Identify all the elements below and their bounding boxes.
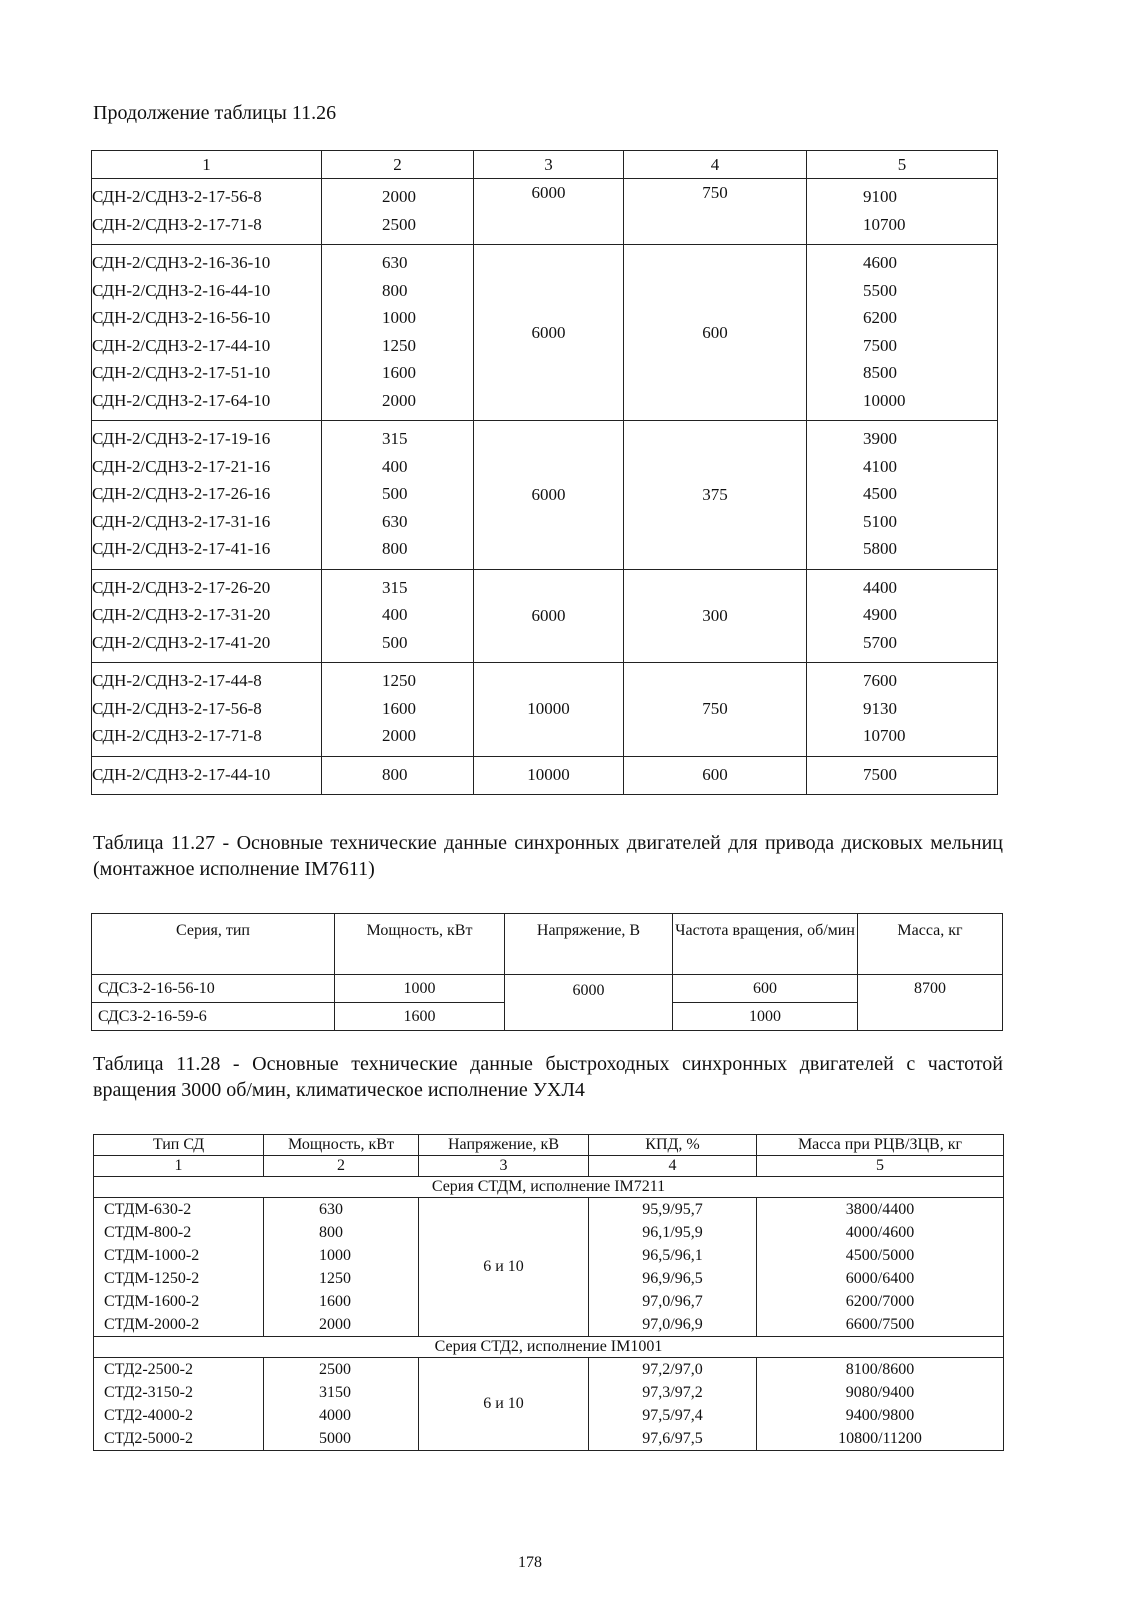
cell-power-line: 2000 (382, 726, 416, 745)
cell-power-line: 400 (382, 456, 408, 476)
cell-mass-line: 6200 (863, 308, 897, 327)
cell-type-line: СДН-2/СДНЗ-2-17-31-16 (92, 511, 271, 531)
table-11-26-continuation (91, 150, 998, 795)
cell-type (94, 1198, 264, 1337)
cell-type-line: СДН-2/СДНЗ-2-17-44-10 (92, 764, 271, 784)
cell-mass (807, 756, 998, 795)
table-11-28-caption: Таблица 11.28 - Основные технические данные быстроходных синхронных двигателей с частотой вращения 3000 об/мин, климатическое исполнение УХЛ4 (93, 1053, 1003, 1101)
cell-type-line: СДН-2/СДНЗ-2-17-56-8 (92, 698, 262, 718)
cell-power-line: 4000 (319, 1407, 351, 1424)
cell-type (92, 569, 322, 663)
cell-voltage: 6000 (505, 975, 673, 1031)
cell-mass-line: 3900 (863, 429, 897, 448)
column-number: 1 (94, 1156, 264, 1177)
page-number: 178 (518, 1554, 542, 1571)
header-power: Мощность, кВт (264, 1135, 419, 1156)
cell-power: 1000 (335, 975, 505, 1003)
cell-type-line: СДН-2/СДНЗ-2-17-21-16 (92, 456, 271, 476)
continuation-title: Продолжение таблицы 11.26 (93, 102, 337, 124)
column-number: 4 (624, 151, 807, 179)
cell-power-line: 1600 (319, 1293, 351, 1310)
cell-power-line: 3150 (319, 1384, 351, 1401)
cell-type-line: СДН-2/СДНЗ-2-16-36-10 (92, 253, 271, 272)
column-number: 3 (419, 1156, 589, 1177)
cell-efficiency-line: 96,1/95,9 (642, 1224, 703, 1241)
cell-mass (807, 569, 998, 663)
column-number: 1 (92, 151, 322, 179)
cell-type-line: СТДМ-800-2 (104, 1224, 192, 1241)
column-number: 3 (474, 151, 624, 179)
cell-power-line: 500 (382, 484, 408, 503)
cell-type (92, 663, 322, 757)
cell-efficiency-line: 97,3/97,2 (642, 1384, 703, 1401)
cell-mass-line: 4900 (863, 605, 897, 624)
series-title: Серия СТД2, исполнение IM1001 (94, 1337, 1004, 1358)
cell-mass-line: 10000 (863, 390, 906, 410)
header-voltage: Напряжение, кВ (419, 1135, 589, 1156)
cell-mass (757, 1198, 1004, 1337)
cell-type-line: СДН-2/СДНЗ-2-17-56-8 (92, 187, 262, 206)
cell-power (322, 245, 474, 421)
cell-speed: 600 (624, 756, 807, 795)
cell-mass-line: 5100 (863, 511, 897, 531)
cell-type-line: СДН-2/СДНЗ-2-17-41-16 (92, 539, 271, 558)
cell-mass-line: 9080/9400 (845, 1384, 915, 1401)
cell-mass (807, 245, 998, 421)
cell-mass-line: 7500 (863, 764, 897, 784)
cell-type-line: СТДМ-630-2 (104, 1201, 192, 1218)
cell-mass-line: 10700 (863, 726, 906, 745)
cell-power-line: 1250 (382, 671, 416, 690)
cell-power-line: 1250 (382, 335, 416, 355)
table-row-group (92, 569, 998, 663)
column-number: 2 (322, 151, 474, 179)
cell-speed: 600 (624, 245, 807, 421)
cell-type: СДСЗ-2-16-56-10 (92, 975, 335, 1003)
cell-mass-line: 9400/9800 (845, 1407, 915, 1424)
cell-speed: 750 (624, 663, 807, 757)
cell-efficiency (589, 1358, 757, 1451)
header-type: Тип СД (94, 1135, 264, 1156)
cell-mass-line: 8100/8600 (845, 1361, 915, 1378)
cell-power (264, 1358, 419, 1451)
cell-mass-line: 6200/7000 (845, 1293, 915, 1310)
cell-type-line: СДН-2/СДНЗ-2-17-26-16 (92, 484, 271, 503)
cell-efficiency-line: 95,9/95,7 (642, 1201, 703, 1218)
series-title-row (94, 1177, 1004, 1198)
cell-mass-line: 4000/4600 (845, 1224, 915, 1241)
cell-voltage: 10000 (474, 756, 624, 795)
column-number: 5 (807, 151, 998, 179)
cell-type-line: СДН-2/СДНЗ-2-17-44-8 (92, 671, 262, 690)
cell-type-line: СДН-2/СДНЗ-2-17-64-10 (92, 390, 271, 410)
cell-mass: 8700 (858, 975, 1003, 1031)
cell-voltage: 6000 (474, 421, 624, 570)
cell-type-line: СТДМ-1600-2 (104, 1293, 200, 1310)
header-power: Мощность, кВт (335, 914, 505, 975)
cell-efficiency-line: 97,6/97,5 (642, 1430, 703, 1447)
table-header-row (92, 914, 1003, 975)
cell-voltage: 6 и 10 (419, 1358, 589, 1451)
cell-power-line: 630 (382, 253, 408, 272)
cell-mass-line: 6600/7500 (845, 1316, 915, 1333)
cell-type-line: СДН-2/СДНЗ-2-17-51-10 (92, 363, 271, 382)
cell-power-line: 2000 (382, 187, 416, 206)
column-number: 4 (589, 1156, 757, 1177)
cell-power-line: 1600 (382, 363, 416, 382)
cell-power: 1600 (335, 1003, 505, 1031)
cell-speed: 300 (624, 569, 807, 663)
cell-efficiency-line: 97,0/96,9 (642, 1316, 703, 1333)
cell-type-line: СТДМ-2000-2 (104, 1316, 200, 1333)
cell-mass-line: 6000/6400 (845, 1270, 915, 1287)
cell-power-line: 400 (382, 605, 408, 624)
cell-type-line: СТДМ-1000-2 (104, 1247, 200, 1264)
cell-efficiency-line: 97,5/97,4 (642, 1407, 703, 1424)
cell-power-line: 2500 (382, 214, 416, 234)
cell-mass-line: 7500 (863, 335, 897, 355)
cell-mass-line: 4400 (863, 577, 897, 597)
table-header-row (92, 151, 998, 179)
cell-type-line: СДН-2/СДНЗ-2-17-19-16 (92, 429, 271, 448)
cell-type (94, 1358, 264, 1451)
header-series-type: Серия, тип (92, 914, 335, 975)
cell-mass-line: 9130 (863, 698, 897, 718)
cell-type (92, 245, 322, 421)
cell-power-line: 2500 (319, 1361, 351, 1378)
cell-power-line: 1000 (382, 308, 416, 327)
cell-type-line: СДН-2/СДНЗ-2-17-44-10 (92, 335, 271, 355)
cell-power (322, 756, 474, 795)
cell-power (322, 421, 474, 570)
table-row (92, 975, 1003, 1003)
cell-power-line: 1600 (382, 698, 416, 718)
table-row-group (92, 756, 998, 795)
cell-mass-line: 5800 (863, 539, 897, 558)
cell-type-line: СТДМ-1250-2 (104, 1270, 200, 1287)
cell-efficiency (589, 1198, 757, 1337)
table-11-27 (91, 913, 1003, 1031)
cell-mass-line: 9100 (863, 187, 897, 206)
cell-power-line: 2000 (319, 1316, 351, 1333)
cell-power-line: 500 (382, 632, 408, 652)
cell-mass (757, 1358, 1004, 1451)
series-title-row (94, 1337, 1004, 1358)
cell-mass-line: 7600 (863, 671, 897, 690)
cell-mass-line: 3800/4400 (845, 1201, 915, 1218)
cell-mass-line: 5700 (863, 632, 897, 652)
cell-type-line: СДН-2/СДНЗ-2-17-26-20 (92, 577, 271, 597)
cell-power-line: 800 (382, 539, 408, 558)
cell-efficiency-line: 97,0/96,7 (642, 1293, 703, 1310)
cell-voltage: 6000 (474, 569, 624, 663)
series-data-row (94, 1358, 1004, 1451)
cell-mass-line: 4100 (863, 456, 897, 476)
cell-voltage: 10000 (474, 663, 624, 757)
cell-power (264, 1198, 419, 1337)
header-speed: Частота вращения, об/мин (673, 914, 858, 975)
cell-type-line: СТД2-2500-2 (104, 1361, 194, 1378)
table-row-group (92, 663, 998, 757)
cell-type-line: СТД2-5000-2 (104, 1430, 194, 1447)
column-number: 2 (264, 1156, 419, 1177)
cell-power-line: 5000 (319, 1430, 351, 1447)
header-mass: Масса при РЦВ/ЗЦВ, кг (757, 1135, 1004, 1156)
cell-type-line: СДН-2/СДНЗ-2-16-44-10 (92, 280, 271, 300)
cell-mass (807, 663, 998, 757)
table-row-group (92, 179, 998, 245)
cell-type-line: СДН-2/СДНЗ-2-17-71-8 (92, 214, 262, 234)
cell-power-line: 2000 (382, 390, 416, 410)
cell-voltage: 6000 (474, 245, 624, 421)
cell-speed: 1000 (673, 1003, 858, 1031)
header-voltage: Напряжение, В (505, 914, 673, 975)
cell-type: СДСЗ-2-16-59-6 (92, 1003, 335, 1031)
cell-mass-line: 5500 (863, 280, 897, 300)
cell-type (92, 756, 322, 795)
cell-power (322, 663, 474, 757)
table-row-group (92, 421, 998, 570)
cell-power-line: 315 (382, 577, 408, 597)
series-title: Серия СТДМ, исполнение IM7211 (94, 1177, 1004, 1198)
cell-speed: 600 (673, 975, 858, 1003)
cell-mass (807, 179, 998, 245)
cell-speed: 375 (624, 421, 807, 570)
cell-power-line: 315 (382, 429, 408, 448)
cell-type-line: СДН-2/СДНЗ-2-17-71-8 (92, 726, 262, 745)
cell-power-line: 630 (319, 1201, 343, 1218)
cell-efficiency-line: 96,9/96,5 (642, 1270, 703, 1287)
cell-voltage: 6000 (474, 179, 624, 245)
cell-type (92, 179, 322, 245)
header-mass: Масса, кг (858, 914, 1003, 975)
cell-efficiency-line: 97,2/97,0 (642, 1361, 703, 1378)
table-11-27-caption: Таблица 11.27 - Основные технические данные синхронных двигателей для привода дисковых мельниц (монтажное исполнение IM7611) (93, 832, 1003, 880)
cell-power-line: 800 (382, 280, 408, 300)
cell-power-line: 800 (382, 764, 408, 784)
cell-power-line: 1250 (319, 1270, 351, 1287)
cell-power-line: 630 (382, 511, 408, 531)
cell-type-line: СДН-2/СДНЗ-2-17-31-20 (92, 605, 271, 624)
table-row-group (92, 245, 998, 421)
table-header-row (94, 1135, 1004, 1156)
header-efficiency: КПД, % (589, 1135, 757, 1156)
cell-type-line: СДН-2/СДНЗ-2-17-41-20 (92, 632, 271, 652)
cell-power-line: 1000 (319, 1247, 351, 1264)
cell-type (92, 421, 322, 570)
cell-power (322, 179, 474, 245)
cell-type-line: СТД2-3150-2 (104, 1384, 194, 1401)
cell-mass-line: 8500 (863, 363, 897, 382)
cell-mass-line: 4600 (863, 253, 897, 272)
cell-efficiency-line: 96,5/96,1 (642, 1247, 703, 1264)
cell-mass-line: 4500/5000 (845, 1247, 915, 1264)
table-11-28 (93, 1134, 1004, 1451)
cell-voltage: 6 и 10 (419, 1198, 589, 1337)
table-number-row (94, 1156, 1004, 1177)
cell-type-line: СДН-2/СДНЗ-2-16-56-10 (92, 308, 271, 327)
cell-power-line: 800 (319, 1224, 343, 1241)
cell-mass-line: 10700 (863, 214, 906, 234)
column-number: 5 (757, 1156, 1004, 1177)
cell-speed: 750 (624, 179, 807, 245)
cell-mass-line: 10800/11200 (838, 1430, 922, 1447)
cell-type-line: СТД2-4000-2 (104, 1407, 194, 1424)
series-data-row (94, 1198, 1004, 1337)
cell-mass (807, 421, 998, 570)
cell-mass-line: 4500 (863, 484, 897, 503)
cell-power (322, 569, 474, 663)
